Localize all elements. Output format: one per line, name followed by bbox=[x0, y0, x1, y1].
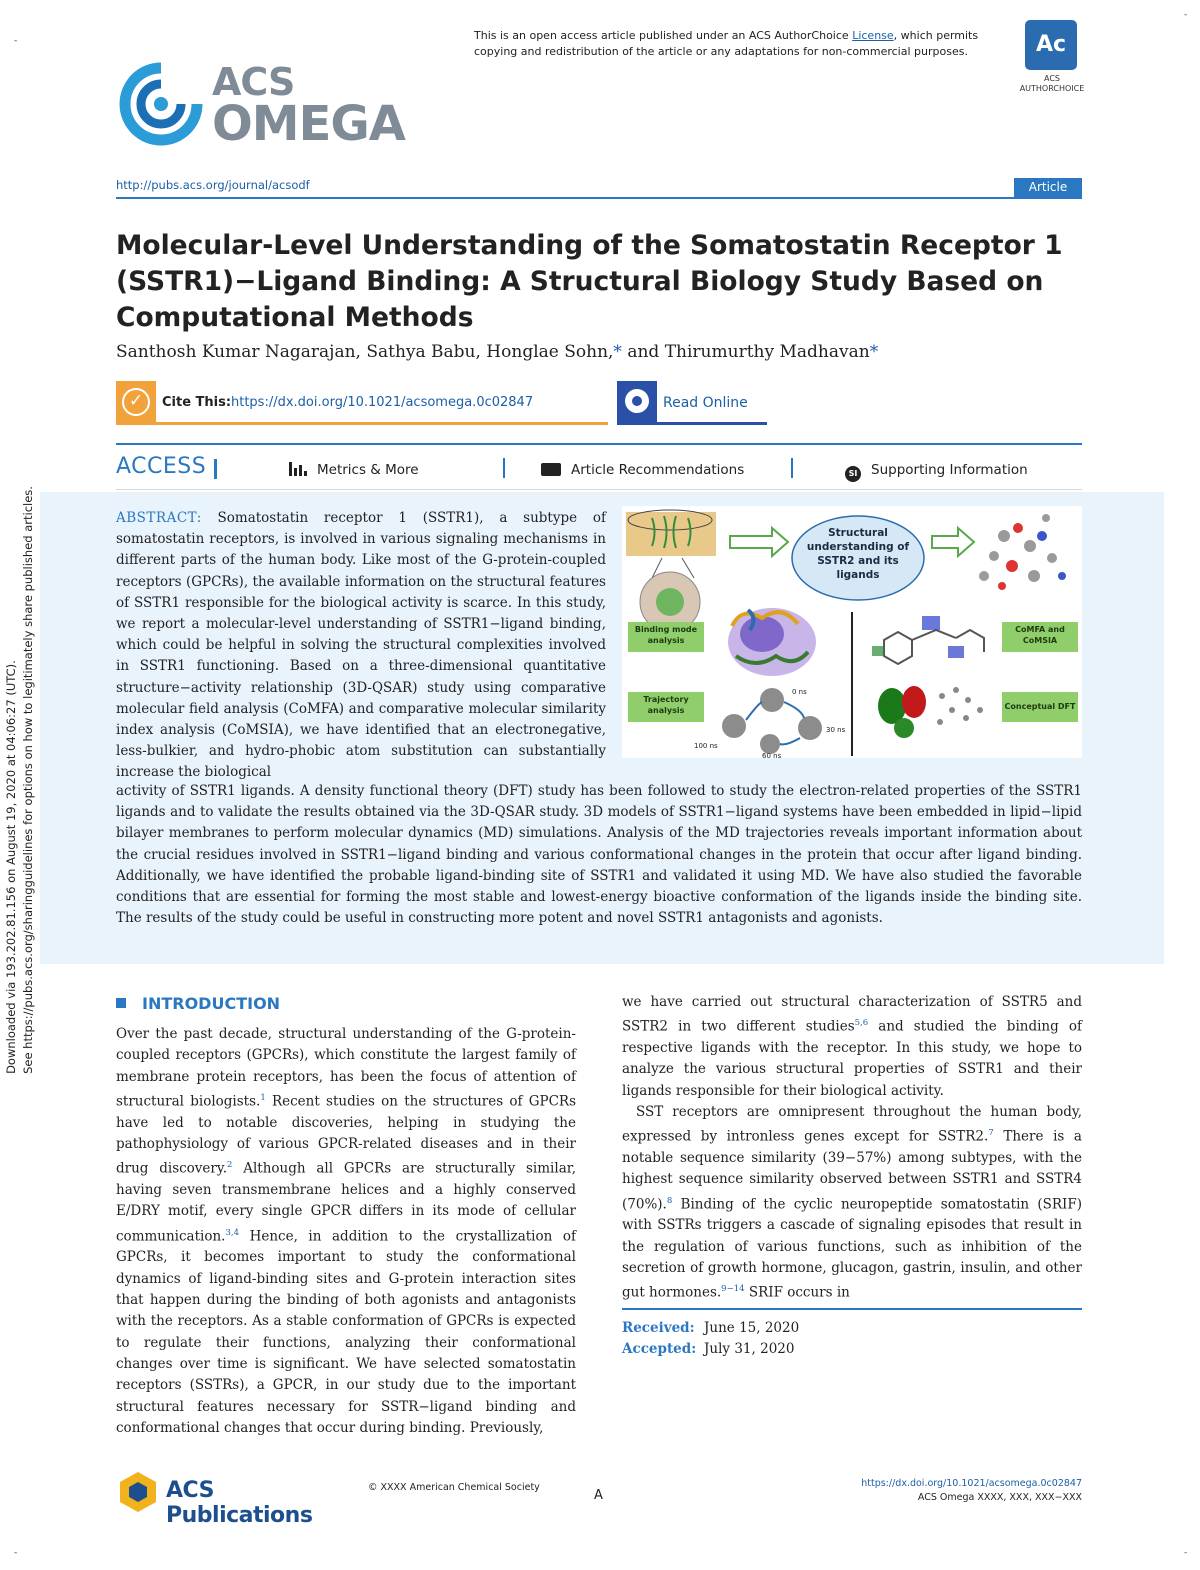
journal-url-link[interactable]: http://pubs.acs.org/journal/acsodf bbox=[116, 178, 310, 192]
introduction-left-column bbox=[116, 1024, 576, 1439]
download-note: Downloaded via 193.202.81.156 on August 19, 2020 at 04:06:27 (UTC). bbox=[4, 660, 18, 1074]
received-date: June 15, 2020 bbox=[704, 1320, 800, 1336]
corresponding-author-mark[interactable]: * bbox=[869, 342, 879, 362]
toc-graphic bbox=[622, 506, 1082, 758]
recommendations-icon bbox=[541, 463, 561, 476]
article-title: Molecular-Level Understanding of the Somatostatin Receptor 1 (SSTR1)−Ligand Binding: A Structural Biology Study Based on Computational Methods bbox=[116, 230, 1063, 333]
toc-comfa-label: CoMFA and CoMSIA bbox=[1015, 625, 1065, 645]
acs-hexagon-icon bbox=[116, 1470, 160, 1514]
access-label: ACCESS bbox=[116, 454, 207, 479]
citation-ref[interactable]: 2 bbox=[227, 1160, 233, 1171]
introduction-heading: INTRODUCTION bbox=[116, 994, 280, 1013]
page-number: A bbox=[594, 1488, 603, 1503]
dates-divider bbox=[622, 1308, 1082, 1310]
toc-binding-label: Binding mode analysis bbox=[634, 625, 698, 645]
journal-logo-mark bbox=[116, 62, 206, 152]
journal-logo bbox=[116, 62, 446, 152]
accepted-date: July 31, 2020 bbox=[704, 1341, 795, 1357]
publisher-name: ACS Publications bbox=[166, 1478, 313, 1528]
received-label: Received: bbox=[622, 1320, 695, 1336]
citation-ref[interactable]: 8 bbox=[666, 1195, 673, 1206]
received-date-row bbox=[622, 1318, 799, 1339]
metrics-link[interactable]: Metrics & More bbox=[289, 462, 419, 478]
corresponding-author-mark[interactable]: * bbox=[613, 342, 622, 362]
toc-time-30: 30 ns bbox=[826, 726, 846, 734]
citation-ref[interactable]: 5,6 bbox=[854, 1018, 869, 1029]
access-separator bbox=[214, 459, 217, 479]
crop-mark: - bbox=[1184, 10, 1188, 20]
authorchoice-caption: ACS AUTHORCHOICE bbox=[1019, 74, 1085, 93]
toc-center-label: Structural understanding of SSTR2 and its ligands bbox=[806, 527, 910, 581]
toc-time-0: 0 ns bbox=[792, 688, 807, 696]
read-online-button[interactable] bbox=[617, 381, 767, 425]
sharing-note: See https://pubs.acs.org/sharingguidelines for options on how to legitimately share published articles. bbox=[21, 486, 35, 1074]
article-dates bbox=[622, 1318, 799, 1360]
paragraph: we have carried out structural characterization of SSTR5 and SSTR2 in two different studies$^{5,6}$ and studied the binding of respective ligands with the receptor. In this study, we hope to analyze the various structural properties of SSTR1 and their ligands responsible for their biological activity. bbox=[622, 994, 1082, 1099]
abstract-text-wrapped: ABSTRACT: Somatostatin receptor 1 (SSTR1), a subtype of somatostatin receptors, is involved in various signaling mechanisms in different parts of the human body. Like most of the G-protein-coupled receptors (GPCRs), the available information on the structural features of SSTR1 responsible for the biological activity is scarce. In this study, we report a molecular-level understanding of SSTR1−ligand binding, which could be helpful in solving the structural complexities involved in SSTR1 functioning. Based on a three-dimensional quantitative structure−activity relationship (3D-QSAR) study using comparative molecular field analysis (CoMFA) and comparative molecular similarity index analysis (CoMSIA), we have identified that an electronegative, less-bulkier, and hydro-phobic atom substitution can substantially increase the biological bbox=[116, 510, 606, 781]
crop-mark: - bbox=[14, 1548, 18, 1558]
footer-citation bbox=[800, 1477, 1082, 1505]
accepted-date-row bbox=[622, 1339, 799, 1360]
cite-this-box bbox=[116, 381, 608, 425]
abstract-text-full: activity of SSTR1 ligands. A density functional theory (DFT) study has been followed to study the electron-related properties of the SSTR1 ligands and to validate the results obtained via the 3D-QSAR study. 3D models of SSTR1−ligand systems have been embedded in lipid−lipid bilayer membranes to perform molecular dynamics (MD) simulations. Analysis of the MD trajectories reveals important information about the crucial residues involved in SSTR1−ligand binding and various conformational changes in the protein that occur after ligand binding. Additionally, we have identified the probable ligand-binding site of SSTR1 and validated it using MD. We have also studied the favorable conditions that are essential for forming the most stable and lowest-energy bioactive conformation of the ligands inside the binding site. The results of the study could be useful in constructing more potent and novel SSTR1 antagonists and agonists. bbox=[116, 783, 1082, 927]
journal-logo-omega: OMEGA bbox=[212, 96, 405, 152]
footer-doi-link[interactable]: https://dx.doi.org/10.1021/acsomega.0c02847 bbox=[861, 1478, 1082, 1489]
footer-journal-citation: ACS Omega XXXX, XXX, XXX−XXX bbox=[917, 1492, 1082, 1503]
citation-ref[interactable]: 3,4 bbox=[225, 1227, 239, 1238]
crop-mark: - bbox=[1184, 1548, 1188, 1558]
doi-link[interactable]: https://dx.doi.org/10.1021/acsomega.0c02847 bbox=[231, 395, 534, 410]
toc-time-100: 100 ns bbox=[694, 742, 718, 750]
recommendations-link[interactable]: Article Recommendations bbox=[541, 462, 744, 478]
open-access-notice: This is an open access article published under an ACS AuthorChoice License, which permits copying and redistribution of the article or any adaptations for non-commercial purposes. bbox=[474, 29, 979, 58]
acs-publications-logo bbox=[116, 1470, 356, 1528]
header-divider bbox=[116, 197, 1082, 199]
license-link[interactable]: License bbox=[852, 29, 894, 42]
access-bottom-divider bbox=[116, 489, 1082, 490]
section-bullet-icon bbox=[116, 998, 126, 1008]
toc-graphic-figure bbox=[622, 506, 1082, 758]
check-icon: ✓ bbox=[116, 381, 156, 423]
introduction-right-column bbox=[622, 992, 1082, 1304]
paragraph: Over the past decade, structural understanding of the G-protein-coupled receptors (GPCRs), which constitute the largest family of membrane protein receptors, has been the focus of attention of structural biologists.$^1$ Recent studies on the structures of GPCRs have led to notable discoveries, helping in studying the pathophysiology of various GPCR-related diseases and in their drug discovery.$^2$ Although all GPCRs are structurally similar, having seven transmembrane helices and a highly conserved E/DRY motif, every single GPCR differs in its mode of cellular communication.$^{3,4}$ Hence, in addition to the crystallization of GPCRs, it becomes important to study the conformational dynamics of ligand-binding sites and G-protein interaction sites that happen during the binding of both agonists and antagonists with the receptors. As a stable conformation of GPCRs is expected to regulate their functions, analyzing their conformational changes over time is significant. We have selected somatostatin receptors (SSTRs), a GPCR, in our study due to the important structural features necessary for SSTR−ligand binding and conformational changes that occur during binding. Previously, bbox=[116, 1026, 577, 1436]
toc-trajectory-label: Trajectory analysis bbox=[643, 695, 689, 715]
supporting-info-link[interactable]: SI Supporting Information bbox=[845, 462, 1028, 482]
read-online-icon bbox=[617, 381, 657, 423]
accepted-label: Accepted: bbox=[622, 1341, 697, 1357]
supporting-info-icon: SI bbox=[845, 466, 861, 482]
read-online-label: Read Online bbox=[663, 395, 748, 411]
journal-logo-acs: ACS bbox=[212, 60, 295, 104]
toc-time-60: 60 ns bbox=[762, 752, 782, 758]
citation-ref[interactable]: 7 bbox=[988, 1128, 994, 1139]
citation-ref[interactable]: 1 bbox=[260, 1092, 266, 1103]
authorchoice-badge: Ac bbox=[1025, 20, 1077, 70]
access-divider bbox=[116, 443, 1082, 445]
crop-mark: - bbox=[14, 36, 18, 46]
abstract-label: ABSTRACT: bbox=[116, 510, 202, 526]
cite-this-label: Cite This: bbox=[162, 395, 232, 410]
bar-chart-icon bbox=[289, 462, 307, 476]
author-list: Santhosh Kumar Nagarajan, Sathya Babu, Honglae Sohn,* and Thirumurthy Madhavan* bbox=[116, 342, 879, 362]
download-watermark bbox=[0, 470, 40, 1090]
access-separator bbox=[503, 458, 505, 478]
access-separator bbox=[791, 458, 793, 478]
paragraph: SST receptors are omnipresent throughout the human body, expressed by intronless genes except for SSTR2.$^7$ There is a notable sequence similarity (39−57%) among subtypes, with the highest sequence similarity observed between SSTR1 and SSTR4 (70%).$^8$ Binding of the cyclic neuropeptide somatostatin (SRIF) with SSTRs triggers a cascade of signaling episodes that result in the regulation of various functions, such as inhibition of the secretion of growth hormone, glucagon, gastrin, insulin, and other gut hormones.$^{9-14}$ SRIF occurs in bbox=[622, 1103, 1082, 1301]
copyright-notice: © XXXX American Chemical Society bbox=[368, 1482, 540, 1493]
toc-dft-label: Conceptual DFT bbox=[1004, 702, 1076, 711]
citation-ref[interactable]: 9−14 bbox=[721, 1284, 745, 1295]
article-type-badge: Article bbox=[1014, 178, 1082, 197]
